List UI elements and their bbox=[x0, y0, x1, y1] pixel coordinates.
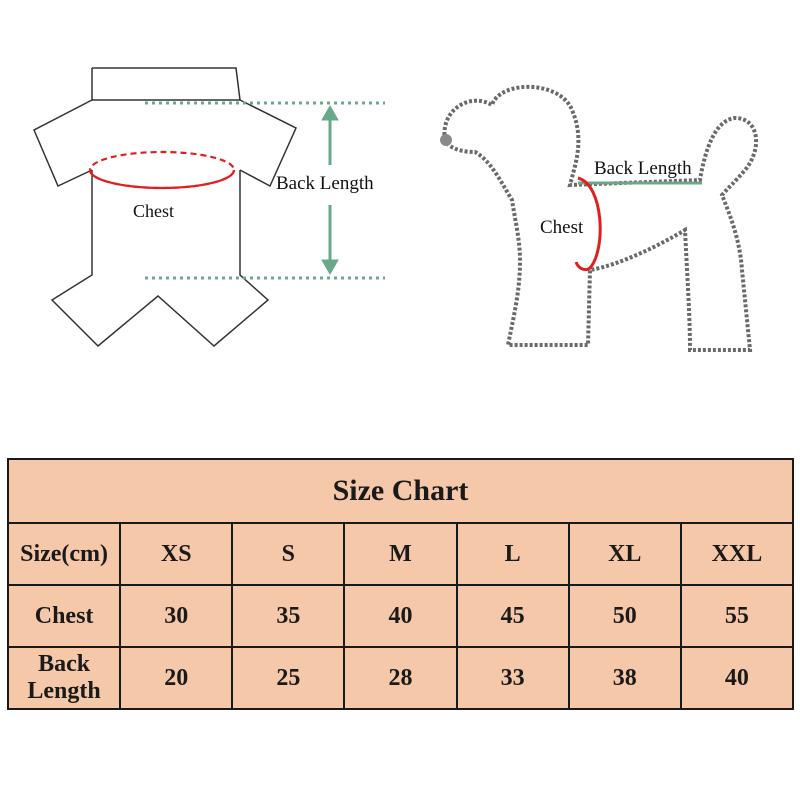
back-length-value: 38 bbox=[569, 647, 681, 709]
garment-chest-label: Chest bbox=[133, 201, 175, 221]
back-length-row bbox=[8, 647, 793, 709]
back-length-value: 33 bbox=[457, 647, 569, 709]
chest-value: 50 bbox=[569, 585, 681, 647]
size-m: M bbox=[344, 523, 456, 585]
size-xl: XL bbox=[569, 523, 681, 585]
size-chart-title: Size Chart bbox=[8, 459, 793, 523]
dog-back-length-label: Back Length bbox=[594, 158, 692, 179]
size-s: S bbox=[232, 523, 344, 585]
dog-chest-label: Chest bbox=[540, 217, 584, 238]
size-header-label: Size(cm) bbox=[8, 523, 120, 585]
chest-row bbox=[8, 585, 793, 647]
size-header-row bbox=[8, 523, 793, 585]
size-l: L bbox=[457, 523, 569, 585]
garment-back-length-label: Back Length bbox=[276, 173, 374, 194]
chest-value: 55 bbox=[681, 585, 793, 647]
back-length-value: 20 bbox=[120, 647, 232, 709]
size-xs: XS bbox=[120, 523, 232, 585]
back-length-value: 40 bbox=[681, 647, 793, 709]
chest-value: 45 bbox=[457, 585, 569, 647]
size-chart bbox=[7, 458, 794, 710]
back-length-value: 28 bbox=[344, 647, 456, 709]
chest-row-label: Chest bbox=[8, 585, 120, 647]
chest-value: 35 bbox=[232, 585, 344, 647]
chest-value: 40 bbox=[344, 585, 456, 647]
size-xxl: XXL bbox=[681, 523, 793, 585]
back-length-row-label: Back Length bbox=[8, 647, 120, 709]
chest-value: 30 bbox=[120, 585, 232, 647]
dog-nose bbox=[440, 134, 452, 146]
size-chart-table bbox=[7, 458, 794, 710]
back-length-value: 25 bbox=[232, 647, 344, 709]
